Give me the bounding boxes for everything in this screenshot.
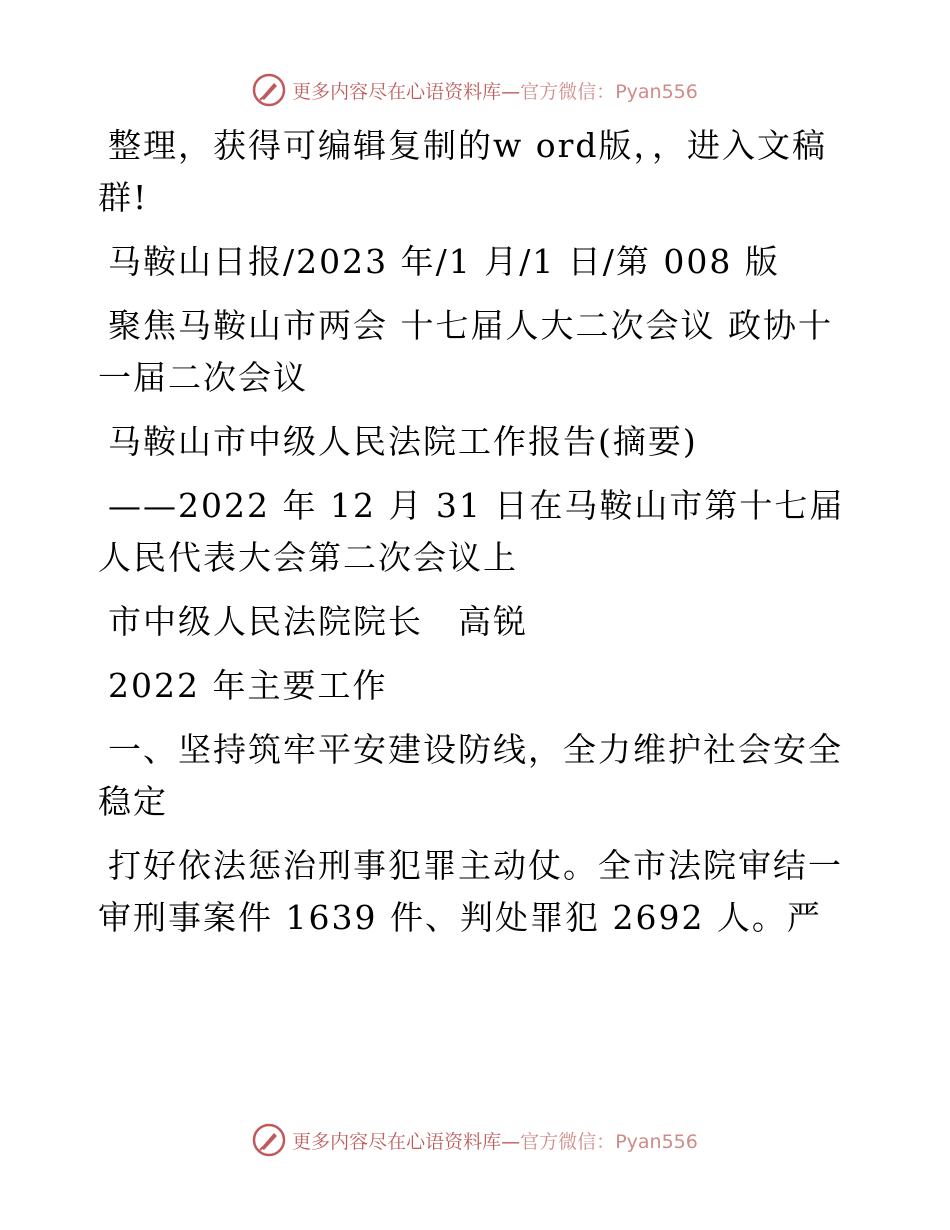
- paragraph: 整理，获得可编辑复制的w ord版，，进入文稿群!: [98, 126, 828, 217]
- header-watermark: [0, 70, 950, 110]
- quill-pen-logo-icon: [252, 73, 286, 107]
- footer-watermark: [0, 1120, 950, 1160]
- paragraph: 马鞍山市中级人民法院工作报告(摘要): [108, 422, 698, 461]
- document-body: [98, 120, 858, 956]
- watermark-text: 更多内容尽在心语资料库—官方微信：Pyan556: [292, 80, 698, 103]
- paragraph: 2022 年主要工作: [108, 666, 388, 705]
- paragraph: 一、坚持筑牢平安建设防线，全力维护社会安全稳定: [98, 730, 843, 821]
- paragraph: ——2022 年 12 月 31 日在马鞍山市第十七届人民代表大会第二次会议上: [98, 486, 845, 577]
- paragraph: 马鞍山日报/2023 年/1 月/1 日/第 008 版: [108, 242, 780, 281]
- watermark-text: 更多内容尽在心语资料库—官方微信：Pyan556: [292, 1130, 698, 1153]
- quill-pen-logo-icon: [252, 1123, 286, 1157]
- paragraph: 市中级人民法院院长 高锐: [108, 602, 528, 641]
- paragraph: 打好依法惩治刑事犯罪主动仗。全市法院审结一审刑事案件 1639 件、判处罪犯 2692 人。严: [98, 846, 843, 937]
- paragraph: 聚焦马鞍山市两会 十七届人大二次会议 政协十一届二次会议: [98, 306, 833, 397]
